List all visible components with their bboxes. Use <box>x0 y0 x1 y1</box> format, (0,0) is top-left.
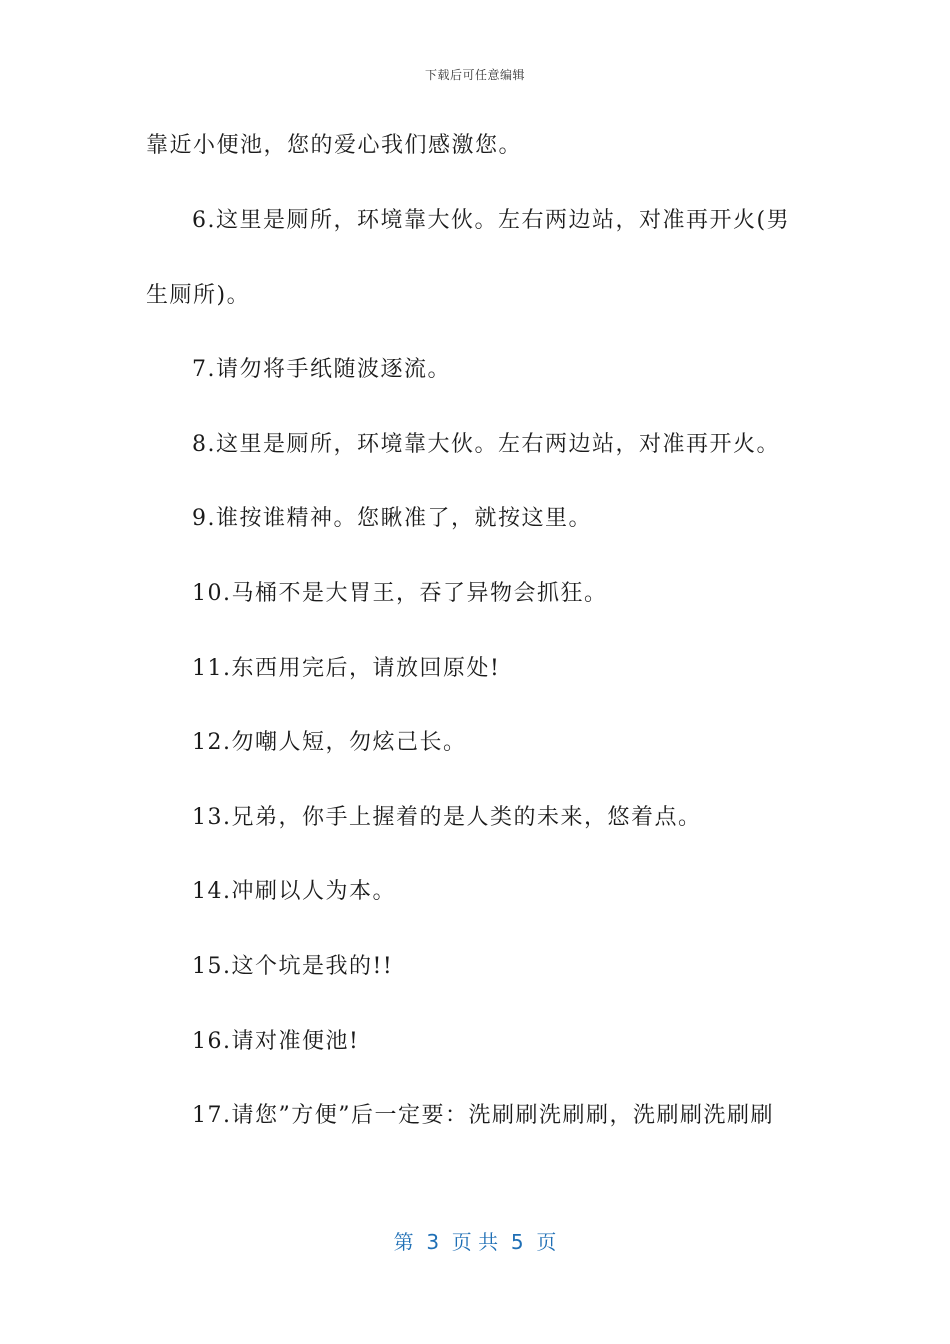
text-line: 11.东西用完后，请放回原处! <box>192 656 501 681</box>
text-line: 14.冲刷以人为本。 <box>192 879 396 904</box>
text-line: 7.请勿将手纸随波逐流。 <box>192 357 451 382</box>
text-line: 13.兄弟，你手上握着的是人类的未来，悠着点。 <box>192 805 702 830</box>
text-line: 生厕所)。 <box>146 283 251 308</box>
page-header: 下载后可任意编辑 <box>424 68 525 82</box>
text-line: 10.马桶不是大胃王，吞了异物会抓狂。 <box>192 581 608 606</box>
text-line: 12.勿嘲人短，勿炫己长。 <box>192 730 467 755</box>
text-line: 8.这里是厕所，环境靠大伙。左右两边站，对准再开火。 <box>192 432 780 457</box>
page-number: 第 3 页 共 5 页 <box>393 1230 557 1254</box>
text-line: 靠近小便池，您的爱心我们感激您。 <box>146 133 523 158</box>
text-line: 15.这个坑是我的!! <box>192 954 394 979</box>
text-line: 9.谁按谁精神。您瞅准了，就按这里。 <box>192 506 592 531</box>
text-line: 16.请对准便池! <box>192 1029 360 1054</box>
text-line: 17.请您”方便”后一定要：洗刷刷洗刷刷，洗刷刷洗刷刷 <box>192 1103 774 1128</box>
text-line: 6.这里是厕所，环境靠大伙。左右两边站，对准再开火(男 <box>192 208 791 233</box>
